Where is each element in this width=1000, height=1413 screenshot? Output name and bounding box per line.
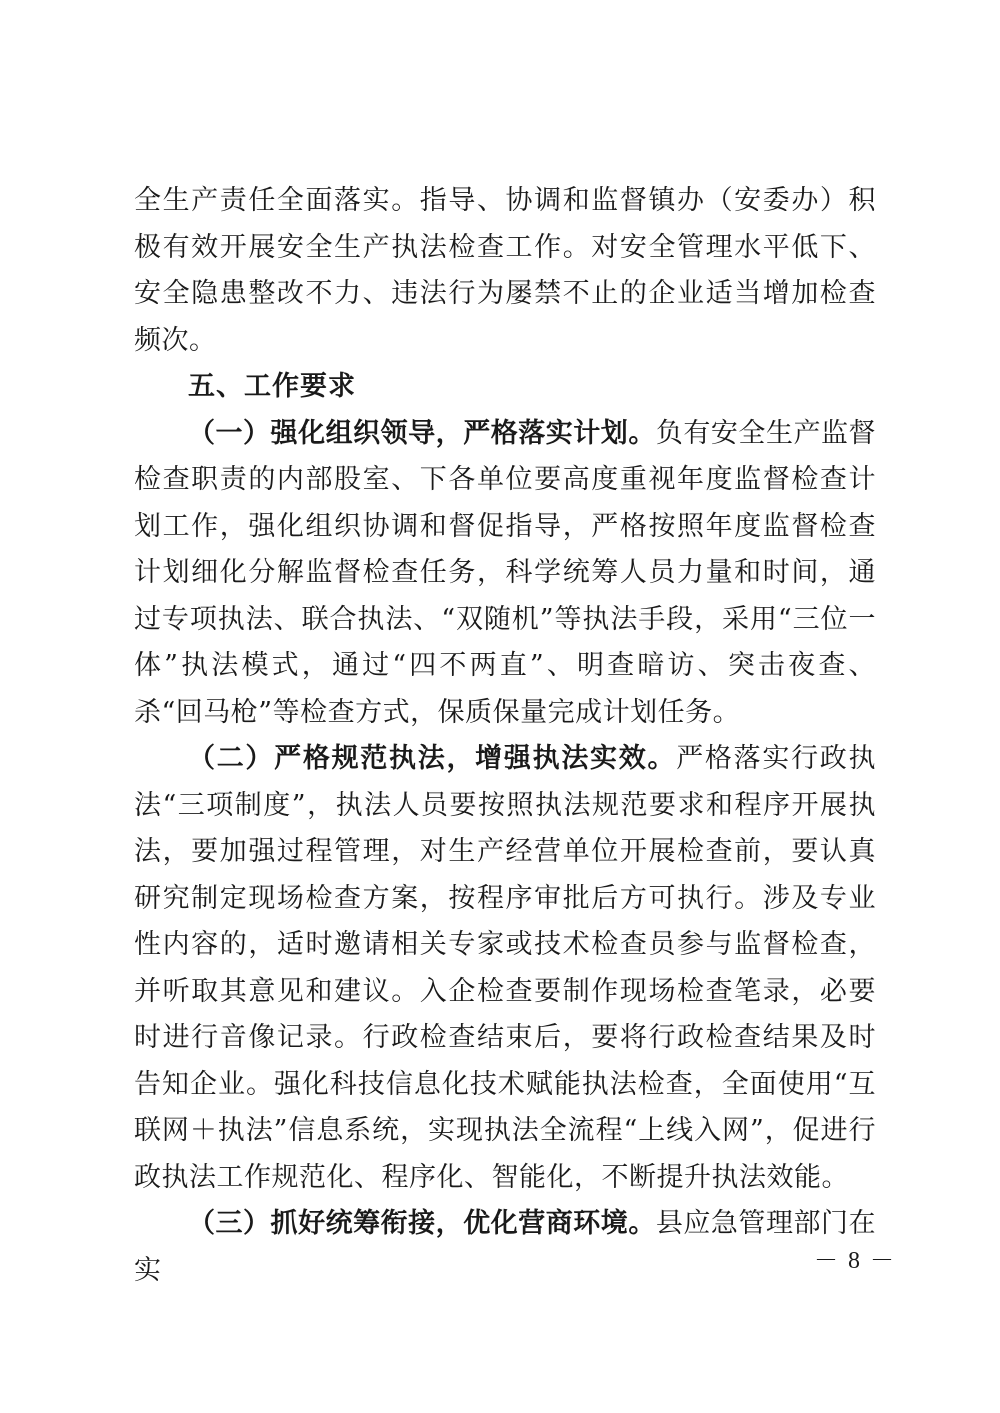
paragraph-lead: （三）抓好统筹衔接，优化营商环境。	[188, 1208, 656, 1239]
heading-text: 五、工作要求	[188, 371, 356, 402]
paragraph-section-2	[134, 736, 876, 1201]
paragraph-text: 县应急管理部门在实	[134, 1208, 877, 1286]
paragraph-section-3	[134, 1201, 876, 1294]
paragraph-lead: （一）强化组织领导，严格落实计划。	[188, 417, 656, 449]
paragraph-text: 全生产责任全面落实。指导、协调和监督镇办（安委办）积极有效开展安全生产执法检查工作。对安全管理水平低下、安全隐患整改不力、违法行为屡禁不止的企业适当增加检查频次。	[134, 185, 876, 356]
section-heading	[134, 364, 876, 411]
paragraph-lead: （二）严格规范执法，增强执法实效。	[188, 743, 677, 774]
paragraph-text: 负有安全生产监督检查职责的内部股室、下各单位要高度重视年度监督检查计划工作，强化组织协调和督促指导，严格按照年度监督检查计划细化分解监督检查任务，科学统筹人员力量和时间，通过专项执法、联合执法、“双随机”等执法手段，采用“三位一体”执法模式，通过“四不两直”、明查暗访、突击夜查、杀“回马枪”等检查方式，保质保量完成计划任务。	[134, 417, 877, 728]
paragraph-section-1	[134, 411, 876, 737]
paragraph-text: 严格落实行政执法“三项制度”，执法人员要按照执法规范要求和程序开展执法，要加强过程管理，对生产经营单位开展检查前，要认真研究制定现场检查方案，按程序审批后方可执行。涉及专业性内容的，适时邀请相关专家或技术检查员参与监督检查，并听取其意见和建议。入企检查要制作现场检查笔录，必要时进行音像记录。行政检查结束后，要将行政检查结果及时告知企业。强化科技信息化技术赋能执法检查，全面使用“互联网＋执法”信息系统，实现执法全流程“上线入网”，促进行政执法工作规范化、程序化、智能化，不断提升执法效能。	[134, 743, 877, 1193]
page-number: － 8 －	[814, 1248, 896, 1274]
document-body	[134, 178, 876, 1294]
paragraph-continuation	[134, 178, 876, 364]
